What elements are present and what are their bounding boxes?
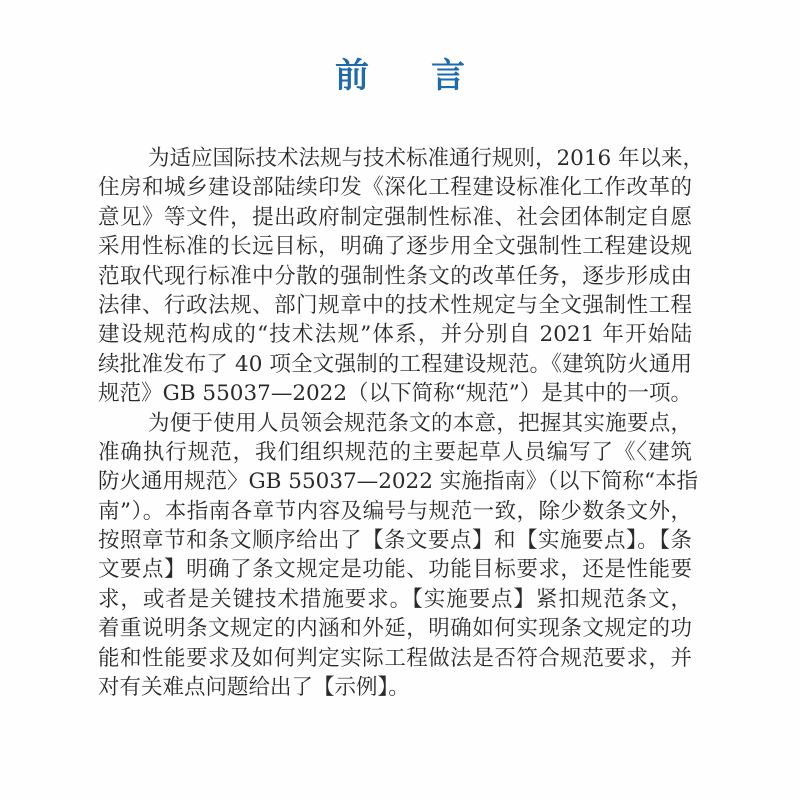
text-line: 防火通用规范〉GB 55037—2022 实施指南》（以下简称“本指	[98, 469, 698, 495]
text-line: 建设规范构成的“技术法规”体系，并分别自 2021 年开始陆	[98, 322, 692, 348]
text-line: 范取代现行标准中分散的强制性条文的改革任务，逐步形成由	[98, 263, 692, 289]
text-line: 着重说明条文规定的内涵和外延，明确如何实现条文规定的功	[98, 616, 692, 642]
text-line: 规范》GB 55037—2022（以下简称“规范”）是其中的一项。	[98, 381, 692, 407]
text-line: 住房和城乡建设部陆续印发《深化工程建设标准化工作改革的	[98, 175, 692, 201]
text-line: 按照章节和条文顺序给出了【条文要点】和【实施要点】。【条	[98, 528, 692, 554]
text-line: 为便于使用人员领会规范条文的本意，把握其实施要点，	[148, 410, 692, 436]
text-line: 采用性标准的长远目标，明确了逐步用全文强制性工程建设规	[98, 234, 692, 260]
text-line: 准确执行规范，我们组织规范的主要起草人员编写了《〈建筑	[98, 439, 692, 465]
paragraph-2	[98, 409, 698, 703]
title-char-1: 前	[335, 56, 369, 96]
page-title	[0, 54, 800, 98]
text-line: 能和性能要求及如何判定实际工程做法是否符合规范要求，并	[98, 645, 692, 671]
text-line: 续批准发布了 40 项全文强制的工程建设规范。《建筑防火通用	[98, 351, 692, 377]
text-line: 南”）。本指南各章节内容及编号与规范一致，除少数条文外，	[98, 498, 692, 524]
text-line: 文要点】明确了条文规定是功能、功能目标要求，还是性能要	[98, 557, 692, 583]
preface-body	[98, 144, 705, 702]
text-line: 对有关难点问题给出了【示例】。	[98, 675, 410, 701]
title-char-2: 言	[431, 56, 465, 96]
text-line: 法律、行政法规、部门规章中的技术性规定与全文强制性工程	[98, 292, 692, 318]
text-line: 求，或者是关键技术措施要求。【实施要点】紧扣规范条文，	[98, 586, 692, 612]
paragraph-1	[98, 144, 705, 409]
text-line: 为适应国际技术法规与技术标准通行规则，2016 年以来，	[148, 146, 705, 171]
text-line: 意见》等文件，提出政府制定强制性标准、社会团体制定自愿	[98, 204, 692, 230]
